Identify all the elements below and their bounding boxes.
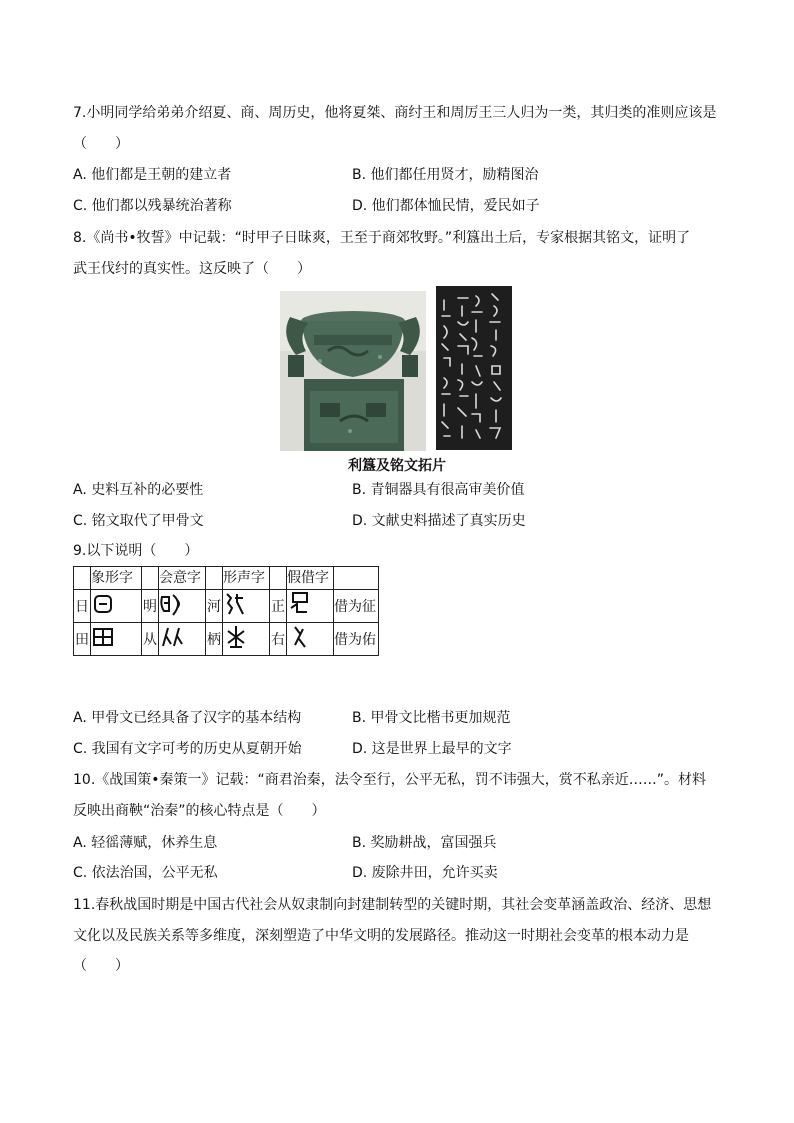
borrow-note-zheng: 借为征: [334, 590, 379, 623]
li-gui-bronze-vessel-image: [280, 291, 426, 451]
q8-option-a: A. 史料互补的必要性: [73, 482, 204, 498]
q7-stem-line1: 7.小明同学给弟弟介绍夏、商、周历史，他将夏桀、商纣王和周厉王三人归为一类，其归类的准则应该是: [73, 105, 717, 121]
label-you: 右: [270, 623, 287, 656]
header-pictograph: 象形字: [91, 567, 142, 590]
label-zheng: 正: [270, 590, 287, 623]
label-ming: 明: [142, 590, 159, 623]
q8-option-d: D. 文献史料描述了真实历史: [352, 513, 526, 529]
oracle-bone-character-table: [73, 566, 379, 656]
table-row: [74, 623, 379, 656]
q9-stem: 9.以下说明（ ）: [73, 543, 199, 559]
q9-option-c: C. 我国有文字可考的历史从夏朝开始: [73, 741, 302, 757]
header-ideograph: 会意字: [159, 567, 206, 590]
q10-option-d: D. 废除井田，允许买卖: [352, 865, 498, 881]
table-row: [74, 590, 379, 623]
table-header-row: [74, 567, 379, 590]
oracle-bing-glyph: [223, 623, 270, 656]
label-cong: 从: [142, 623, 159, 656]
oracle-tian-glyph: [91, 623, 142, 656]
label-ri: 日: [74, 590, 91, 623]
inscription-rubbing-image: [436, 286, 512, 450]
q11-stem-line1: 11.春秋战国时期是中国古代社会从奴隶制向封建制转型的关键时期，其社会变革涵盖政治、经济、思想: [73, 897, 712, 913]
q8-figure-caption: 利簋及铭文拓片: [348, 458, 446, 474]
header-loan-character: 假借字: [287, 567, 334, 590]
q8-stem-line1: 8.《尚书•牧誓》中记载：“时甲子日昧爽，王至于商郊牧野。”利簋出土后，专家根据其铭文，证明了: [73, 230, 691, 246]
oracle-you-glyph: [287, 623, 334, 656]
q11-stem-line3: （ ）: [73, 958, 129, 974]
label-bing: 柄: [206, 623, 223, 656]
q10-stem-line1: 10.《战国策•秦策一》记载：“商君治秦，法令至行，公平无私，罚不讳强大，赏不私亲近……”。材料: [73, 772, 707, 788]
q10-option-c: C. 依法治国，公平无私: [73, 865, 218, 881]
q9-option-a: A. 甲骨文已经具备了汉字的基本结构: [73, 710, 302, 726]
q10-stem-line2: 反映出商鞅“治秦”的核心特点是（ ）: [73, 803, 326, 819]
q10-option-a: A. 轻徭薄赋，休养生息: [73, 835, 218, 851]
q7-option-c: C. 他们都以残暴统治著称: [73, 198, 232, 214]
borrow-note-you: 借为佑: [334, 623, 379, 656]
q7-option-b: B. 他们都任用贤才，励精图治: [352, 167, 539, 183]
oracle-ming-glyph: [159, 590, 206, 623]
q8-option-c: C. 铭文取代了甲骨文: [73, 513, 204, 529]
oracle-cong-glyph: [159, 623, 206, 656]
label-he: 河: [206, 590, 223, 623]
q9-option-b: B. 甲骨文比楷书更加规范: [352, 710, 511, 726]
label-tian: 田: [74, 623, 91, 656]
q7-option-a: A. 他们都是王朝的建立者: [73, 167, 232, 183]
oracle-he-glyph: [223, 590, 270, 623]
q7-option-d: D. 他们都体恤民情，爱民如子: [352, 198, 540, 214]
oracle-ri-glyph: [91, 590, 142, 623]
header-phono-semantic: 形声字: [223, 567, 270, 590]
q8-stem-line2: 武王伐纣的真实性。这反映了（ ）: [73, 261, 311, 277]
q10-option-b: B. 奖励耕战，富国强兵: [352, 835, 497, 851]
q11-stem-line2: 文化以及民族关系等多维度，深刻塑造了中华文明的发展路径。推动这一时期社会变革的根本动力是: [73, 928, 689, 944]
q9-option-d: D. 这是世界上最早的文字: [352, 741, 512, 757]
q7-stem-line2: （ ）: [73, 136, 129, 152]
q8-option-b: B. 青铜器具有很高审美价值: [352, 482, 525, 498]
oracle-zheng-glyph: [287, 590, 334, 623]
